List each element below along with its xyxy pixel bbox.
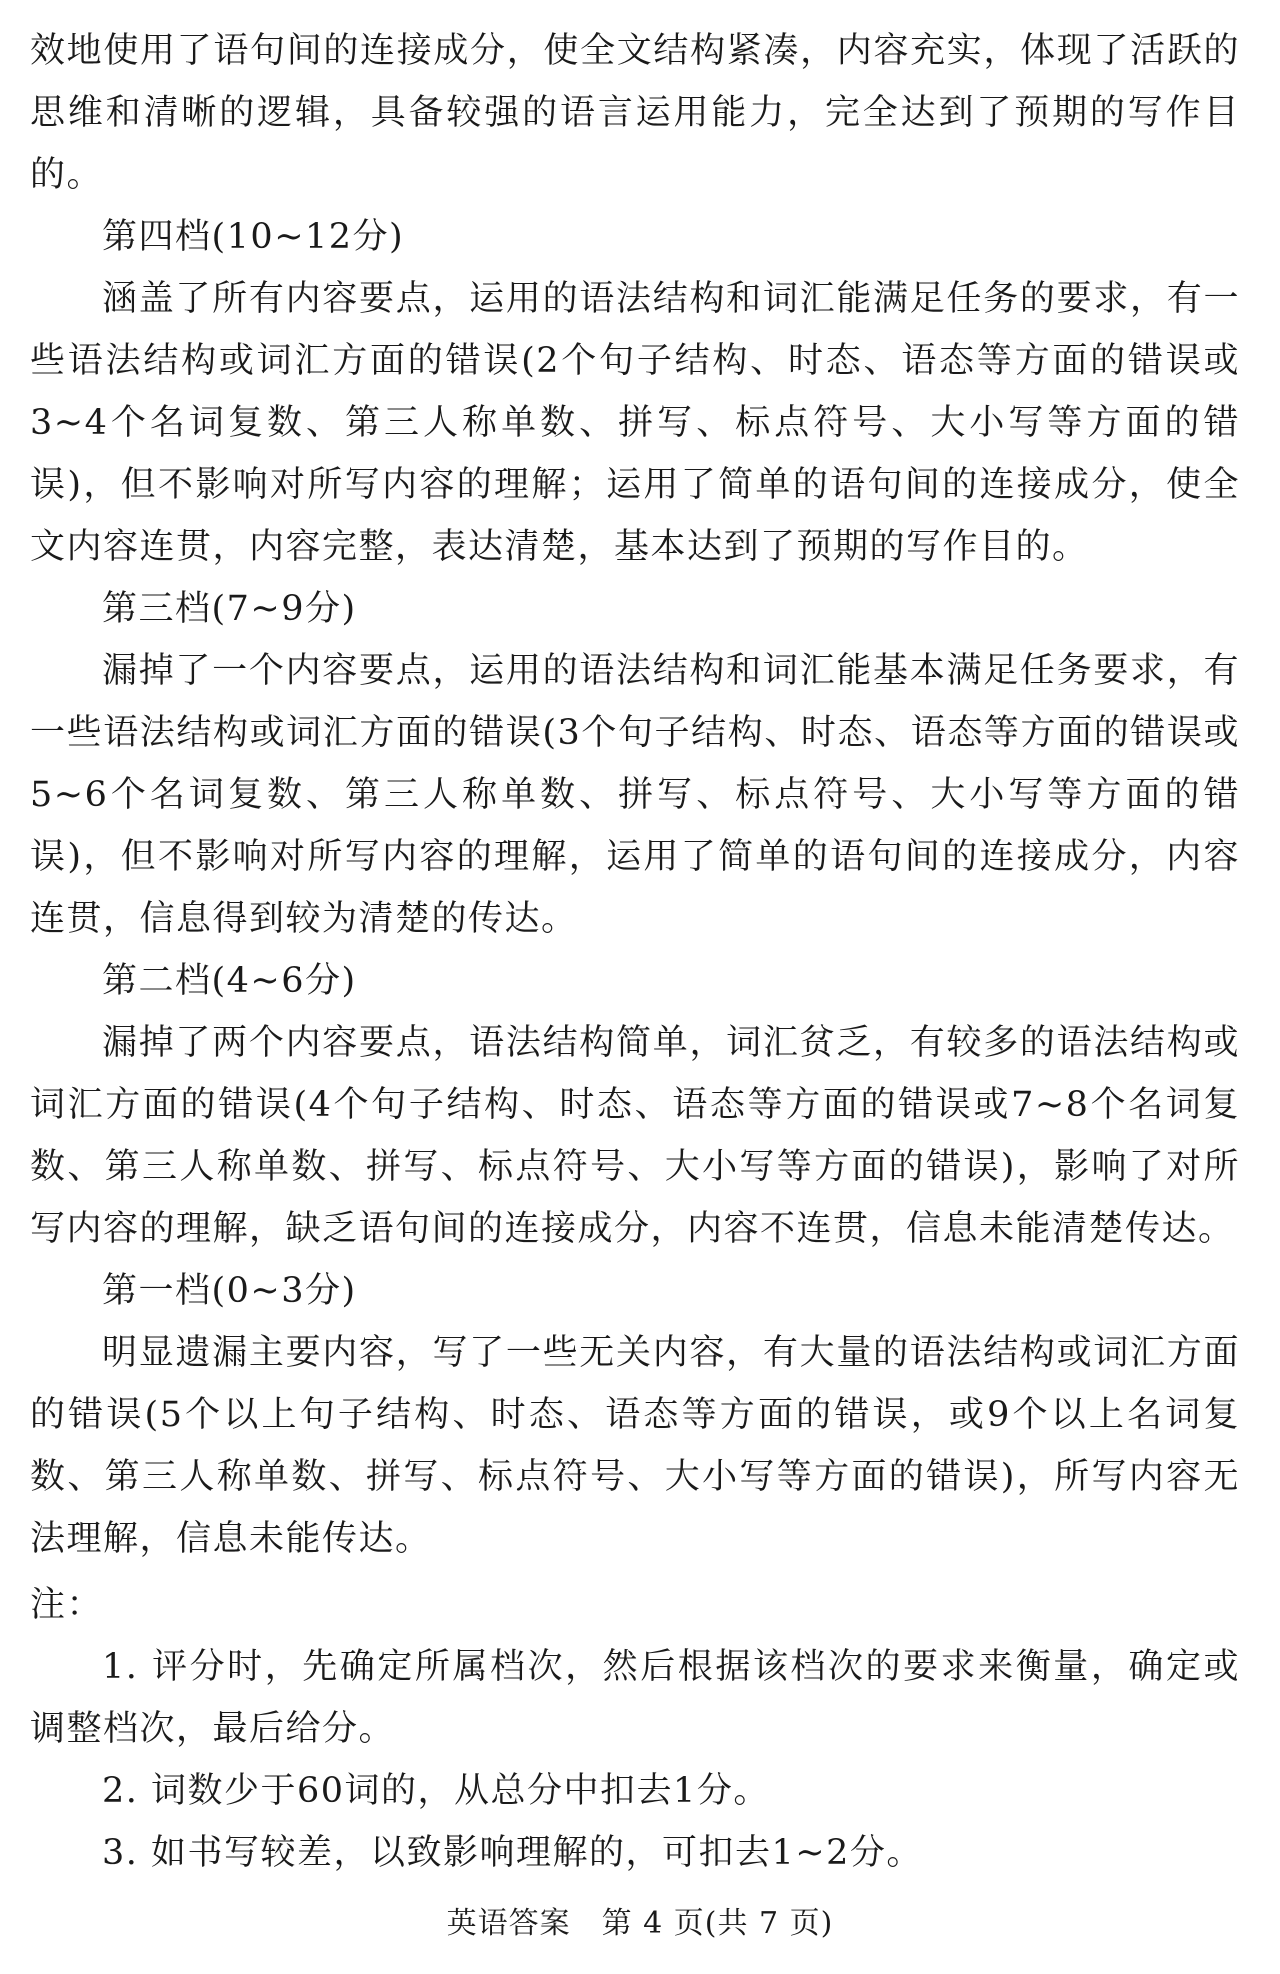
paragraph-continuation: 效地使用了语句间的连接成分，使全文结构紧凑，内容充实，体现了活跃的思维和清晰的逻辑，具备较强的语言运用能力，完全达到了预期的写作目的。 — [30, 31, 1240, 195]
grade-1-description: 明显遗漏主要内容，写了一些无关内容，有大量的语法结构或词汇方面的错误(5个以上句子结构、时态、语态等方面的错误，或9个以上名词复数、第三人称单数、拼写、标点符号、大小写等方面的错误)，所写内容无法理解，信息未能传达。 — [30, 1333, 1240, 1559]
note-item-3: 3. 如书写较差，以致影响理解的，可扣去1~2分。 — [102, 1833, 923, 1873]
grade-4-description: 涵盖了所有内容要点，运用的语法结构和词汇能满足任务的要求，有一些语法结构或词汇方面的错误(2个句子结构、时态、语态等方面的错误或3~4个名词复数、第三人称单数、拼写、标点符号、大小写等方面的错误)，但不影响对所写内容的理解；运用了简单的语句间的连接成分，使全文内容连贯，内容完整，表达清楚，基本达到了预期的写作目的。 — [30, 279, 1240, 567]
grade-1-heading: 第一档(0~3分) — [102, 1271, 357, 1311]
note-item-1: 1. 评分时，先确定所属档次，然后根据该档次的要求来衡量，确定或调整档次，最后给分。 — [30, 1647, 1240, 1749]
grade-2-description: 漏掉了两个内容要点，语法结构简单，词汇贫乏，有较多的语法结构或词汇方面的错误(4个句子结构、时态、语态等方面的错误或7~8个名词复数、第三人称单数、拼写、标点符号、大小写等方面的错误)，影响了对所写内容的理解，缺乏语句间的连接成分，内容不连贯，信息未能清楚传达。 — [30, 1023, 1240, 1249]
page-footer: 英语答案 第 4 页(共 7 页) — [446, 1906, 834, 1941]
grade-3-heading: 第三档(7~9分) — [102, 589, 357, 629]
grade-3-description: 漏掉了一个内容要点，运用的语法结构和词汇能基本满足任务要求，有一些语法结构或词汇方面的错误(3个句子结构、时态、语态等方面的错误或5~6个名词复数、第三人称单数、拼写、标点符号、大小写等方面的错误)，但不影响对所写内容的理解，运用了简单的语句间的连接成分，内容连贯，信息得到较为清楚的传达。 — [30, 651, 1240, 939]
note-label: 注： — [30, 1585, 104, 1625]
grade-2-heading: 第二档(4~6分) — [102, 961, 357, 1001]
grade-4-heading: 第四档(10~12分) — [102, 217, 405, 257]
note-item-2: 2. 词数少于60词的，从总分中扣去1分。 — [102, 1771, 770, 1811]
